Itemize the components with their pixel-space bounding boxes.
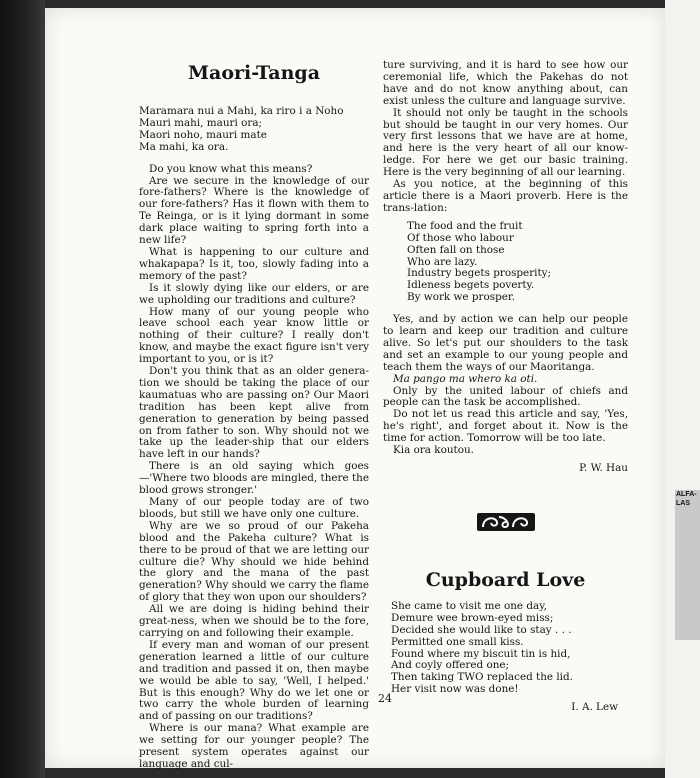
translation-line: Of those who labour	[407, 231, 514, 244]
translation-line: By work we prosper.	[407, 291, 516, 304]
paragraph: How many of our young people who leave school each year know little or nothing of their culture? I really don't know, and maybe the exact figure isn't very important to you, or is it?	[139, 305, 369, 366]
paragraph: Yes, and by action we can help our people to learn and keep our tradition and culture alive. So let's put our shoulders to the task and set an example to our young people and teach them the ways of our Maoritanga.	[383, 313, 628, 373]
article-title: Maori-Tanga	[187, 62, 321, 84]
right-column	[383, 60, 628, 714]
paragraph: Where is our mana? What example are we setting for our younger people? The present system operates against our language and cul-	[139, 722, 369, 770]
poem	[391, 601, 628, 696]
poem-line: And coyly offered one;	[391, 659, 510, 672]
poem-title: Cupboard Love	[425, 568, 586, 591]
paragraph: ture surviving, and it is hard to see how our ceremonial life, which the Pakehas do not have and do not know anything about, can exist unless the culture and language survive.	[383, 59, 628, 107]
paragraph: Why are we so proud of our Pakeha blood and the Pakeha culture? What is there to be proud of that we are letting our culture die? Why should we hide behind the glory and the mana of the past generation? Why should we carry the flame of glory that they won upon our shoulders?	[139, 519, 369, 604]
poem-line: Permitted one small kiss.	[391, 635, 524, 648]
paragraph: Are we secure in the knowledge of our fore-fathers? Where is the knowledge of our fore-fathers? Has it flown with them to Te Reinga, or is it lying dormant in some dark place waiting to spring forth into a new life?	[139, 174, 369, 247]
poem-line: Found where my biscuit tin is hid,	[391, 647, 571, 660]
adjacent-page-scrap	[675, 490, 700, 640]
proverb-line: Ma mahi, ka ora.	[139, 140, 229, 153]
poem-line: Decided she would like to stay . . .	[391, 623, 572, 636]
proverb-line: Mauri mahi, mauri ora;	[139, 116, 263, 129]
poem-line: She came to visit me one day,	[391, 599, 547, 612]
translation-line: The food and the fruit	[407, 219, 523, 232]
proverb-line: Maori noho, mauri mate	[139, 128, 267, 141]
next-page-edge	[665, 0, 700, 778]
translation-line: Idleness begets poverty.	[407, 279, 535, 292]
paragraph: If every man and woman of our present generation learned a little of our culture and tradition and passed it on, then maybe we would be able to say, 'Well, I helped.' But is this enough? Why do we let one or two carry the whole burden of learning and of passing on our traditions?	[139, 638, 369, 723]
paragraph: Do not let us read this article and say, 'Yes, he's right', and forget about it. Now is the time for action. Tomorrow will be too late.	[383, 408, 628, 445]
page-number: 24	[378, 692, 392, 705]
paragraph: Only by the united labour of chiefs and people can the task be accomplished.	[383, 384, 628, 409]
paragraph: Is it slowly dying like our elders, or are we upholding our traditions and culture?	[139, 281, 369, 306]
translation-line: Who are lazy.	[407, 255, 478, 268]
paragraph: Don't you think that as an older genera-tion we should be taking the place of our kaumatuas who are passing on? Our Maori tradition has been kept alive from generation to generation by being passed on from father to son. Why should not we take up the leader-ship that our elders have left in our hands?	[139, 365, 369, 461]
article-author: P. W. Hau	[579, 462, 628, 474]
poem-line: Her visit now was done!	[391, 683, 519, 696]
paragraph: As you notice, at the beginning of this article there is a Maori proverb. Here is the trans-lation:	[383, 178, 628, 214]
paragraph: It should not only be taught in the schools but should be taught in our very homes. Our very first lessons that we have are at home, and here is the very heart of all our know-ledge. For here we get our basic training. Here is the very beginning of all our learning.	[383, 106, 628, 179]
koru-pattern-icon	[477, 513, 535, 531]
left-column	[139, 60, 369, 771]
paragraph: Many of our people today are of two bloods, but still we have only one culture.	[139, 496, 369, 520]
proverb-line: Maramara nui a Mahi, ka riro i a Noho	[139, 105, 344, 117]
paragraph: What is happening to our culture and whakapapa? Is it, too, slowly fading into a memory of the past?	[139, 245, 369, 282]
paragraph: There is an old saying which goes—'Where two bloods are mingled, there the blood grows stronger.'	[139, 460, 369, 497]
proverb-translation	[407, 221, 628, 304]
poem-line: Demure wee brown-eyed miss;	[391, 611, 554, 624]
poem-line: Then taking TWO replaced the lid.	[391, 671, 573, 684]
scrap-text-line: LAS	[676, 500, 690, 507]
paragraph: All we are doing is hiding behind their great-ness, when we should be to the fore, carrying on and following their example.	[139, 603, 369, 639]
paragraph: Do you know what this means?	[149, 162, 313, 175]
book-gutter-left	[0, 0, 45, 778]
translation-line: Industry begets prosperity;	[407, 267, 552, 280]
maori-proverb	[139, 106, 369, 154]
poem-author: I. A. Lew	[571, 701, 618, 714]
scrap-text-line: ALFA-	[676, 491, 697, 498]
koru-ornament	[383, 513, 628, 531]
translation-line: Often fall on those	[407, 243, 505, 256]
italic-proverb: Ma pango ma whero ka oti.	[393, 372, 538, 385]
paragraph: Kia ora koutou.	[393, 444, 474, 457]
